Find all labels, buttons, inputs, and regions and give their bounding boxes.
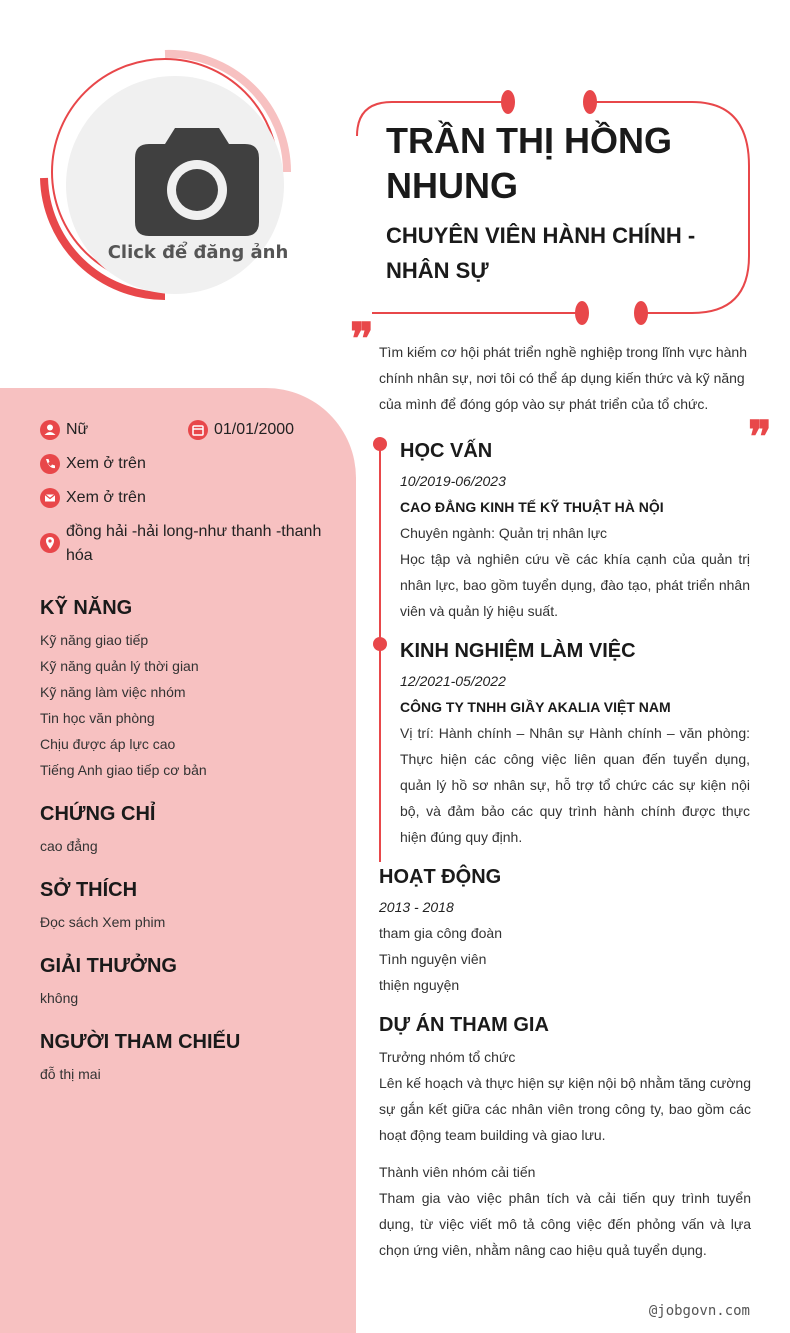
skill-item: Chịu được áp lực cao bbox=[40, 736, 176, 752]
person-icon bbox=[40, 420, 60, 440]
close-quote-icon: ❞ bbox=[748, 412, 772, 463]
projects-title: DỰ ÁN THAM GIA bbox=[379, 1014, 549, 1036]
education-description: Học tập và nghiên cứu về các khía cạnh của quản trị nhân lực, bao gồm tuyển dụng, đào tạo, phát triển nhân viên và quản lý hiệu suất. bbox=[400, 551, 750, 619]
footer-watermark: @jobgovn.com bbox=[648, 1303, 750, 1319]
experience-description: Vị trí: Hành chính – Nhân sự Hành chính – văn phòng: Thực hiện các công việc liên quan đến tuyển dụng, quản lý hồ sơ nhân sự, hỗ trợ tổ chức các sự kiện nội bộ, và đảm bảo các quy trình hành chính được thực hiện đúng quy định. bbox=[400, 725, 750, 845]
contact-address bbox=[40, 520, 330, 568]
contact-email bbox=[40, 486, 146, 510]
company-name: CÔNG TY TNHH GIẦY AKALIA VIỆT NAM bbox=[400, 699, 671, 715]
career-objective: Tìm kiếm cơ hội phát triển nghề nghiệp trong lĩnh vực hành chính nhân sự, nơi tôi có thể áp dụng kiến thức và kỹ năng của mình để đóng góp vào sự phát triển của tổ chức. bbox=[379, 344, 747, 412]
camera-icon bbox=[135, 128, 259, 236]
certificates-title: CHỨNG CHỈ bbox=[40, 803, 156, 825]
calendar-icon bbox=[188, 420, 208, 440]
hobbies-title: SỞ THÍCH bbox=[40, 879, 138, 901]
activities-title: HOẠT ĐỘNG bbox=[379, 866, 502, 888]
project-description: Tham gia vào việc phân tích và cải tiến quy trình tuyển dụng, từ việc viết mô tả công việc đến phỏng vấn và lựa chọn ứng viên, nhằm nâng cao hiệu quả tuyển dụng. bbox=[379, 1190, 751, 1258]
education-major: Chuyên ngành: Quản trị nhân lực bbox=[400, 525, 608, 541]
phone-value: Xem ở trên bbox=[66, 455, 146, 472]
education-date: 10/2019-06/2023 bbox=[400, 473, 506, 489]
avatar-placeholder[interactable] bbox=[66, 76, 289, 294]
project-role: Thành viên nhóm cải tiến bbox=[379, 1164, 536, 1180]
skill-item: Kỹ năng quản lý thời gian bbox=[40, 658, 199, 674]
school-name: CAO ĐẲNG KINH TẾ KỸ THUẬT HÀ NỘI bbox=[400, 499, 664, 515]
awards-title: GIẢI THƯỞNG bbox=[40, 955, 177, 977]
gender-value: Nữ bbox=[66, 421, 89, 438]
birthday-value: 01/01/2000 bbox=[214, 421, 295, 438]
skill-item: Kỹ năng làm việc nhóm bbox=[40, 684, 186, 700]
activity-item: tham gia công đoàn bbox=[379, 925, 502, 941]
awards-section bbox=[40, 953, 340, 1011]
skill-item: Tin học văn phòng bbox=[40, 710, 155, 726]
experience-title: KINH NGHIỆM LÀM VIỆC bbox=[400, 640, 636, 662]
open-quote-icon: ❞ bbox=[350, 314, 374, 365]
certificates-section bbox=[40, 801, 340, 859]
email-value: Xem ở trên bbox=[66, 489, 146, 506]
contact-birthday bbox=[188, 418, 294, 442]
education-title: HỌC VẤN bbox=[400, 440, 493, 462]
candidate-name: TRẦN THỊ HỒNG NHUNG bbox=[386, 120, 672, 206]
avatar[interactable] bbox=[38, 48, 294, 304]
experience-section bbox=[400, 638, 750, 850]
skill-item: Kỹ năng giao tiếp bbox=[40, 632, 149, 648]
activity-item: thiện nguyện bbox=[379, 977, 460, 993]
project-description: Lên kế hoạch và thực hiện sự kiện nội bộ nhằm tăng cường sự gắn kết giữa các nhân viên trong công ty, bao gồm các hoạt động team building và giao lưu. bbox=[379, 1075, 751, 1143]
skills-section bbox=[40, 595, 340, 783]
contact-phone bbox=[40, 452, 146, 476]
skill-item: Tiếng Anh giao tiếp cơ bản bbox=[40, 762, 207, 778]
job-title: CHUYÊN VIÊN HÀNH CHÍNH - NHÂN SỰ bbox=[386, 223, 696, 283]
hobby-item: Đọc sách Xem phim bbox=[40, 914, 166, 930]
references-title: NGƯỜI THAM CHIẾU bbox=[40, 1031, 241, 1053]
activity-item: Tình nguyện viên bbox=[379, 951, 487, 967]
address-value: đồng hải -hải long-như thanh -thanh hóa bbox=[66, 523, 322, 564]
education-section bbox=[400, 438, 750, 624]
timeline-dot bbox=[373, 437, 387, 451]
contact-gender bbox=[40, 418, 88, 442]
projects-section bbox=[379, 1012, 751, 1263]
mail-icon bbox=[40, 488, 60, 508]
award-item: không bbox=[40, 990, 79, 1006]
hobbies-section bbox=[40, 877, 340, 935]
phone-icon bbox=[40, 454, 60, 474]
timeline-dot bbox=[373, 637, 387, 651]
reference-item: đỗ thị mai bbox=[40, 1066, 101, 1082]
project-role: Trưởng nhóm tổ chức bbox=[379, 1049, 516, 1065]
activities-date: 2013 - 2018 bbox=[379, 899, 454, 915]
experience-date: 12/2021-05/2022 bbox=[400, 673, 506, 689]
timeline-line bbox=[379, 444, 381, 862]
references-section bbox=[40, 1029, 340, 1087]
skills-title: KỸ NĂNG bbox=[40, 597, 133, 619]
location-pin-icon bbox=[40, 533, 60, 553]
certificate-item: cao đẳng bbox=[40, 838, 98, 854]
upload-photo-label: Click để đăng ảnh bbox=[107, 242, 289, 263]
activities-section bbox=[379, 864, 751, 998]
